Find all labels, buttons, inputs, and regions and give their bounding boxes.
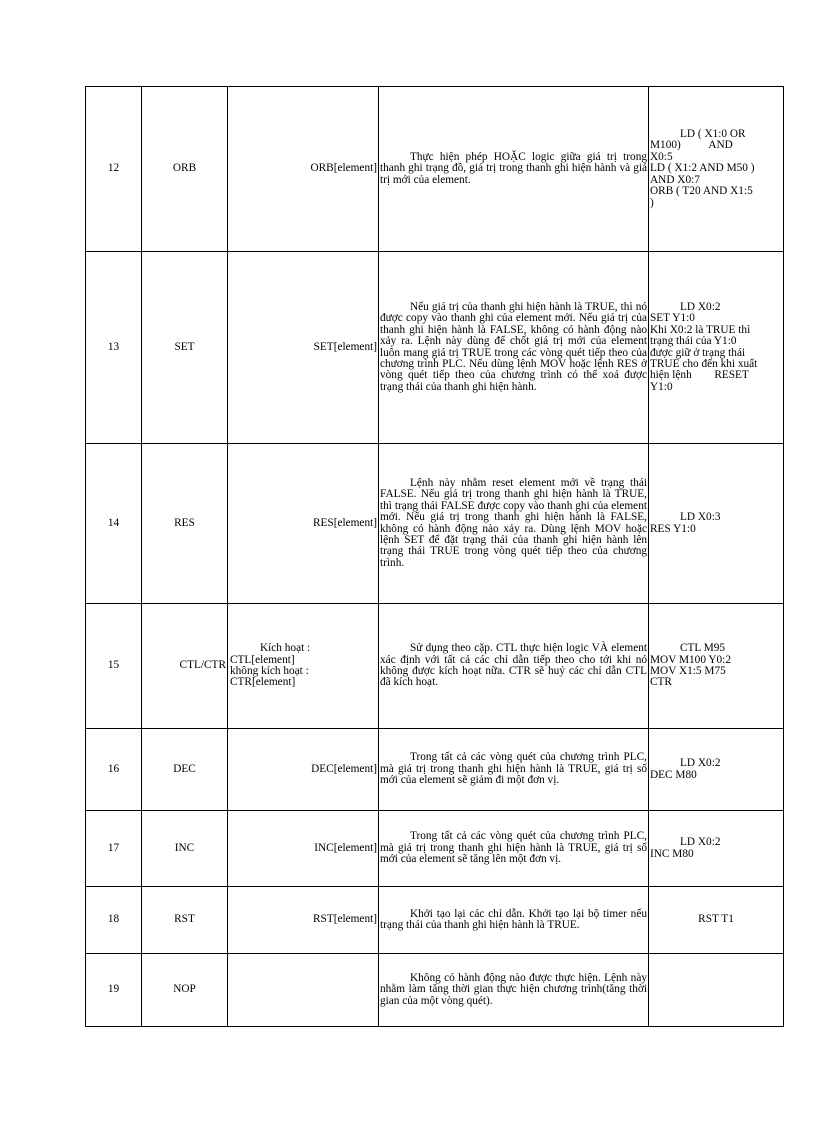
instruction-syntax: ORB[element]: [228, 87, 379, 252]
instruction-example: [649, 729, 784, 811]
syntax-line: Kích hoạt :: [260, 642, 311, 655]
description-text: Khởi tạo lại các chỉ dẫn. Khởi tạo lại bộ timer nếu trạng thái của thanh ghi hiện hành là TRUE.: [380, 907, 647, 931]
example-line: MOV M100 Y0:2: [650, 653, 731, 666]
example-line: LD ( X1:2 AND M50 ): [650, 162, 755, 175]
example-line: CTL M95: [680, 642, 726, 655]
row-number: 14: [86, 444, 142, 604]
syntax-line: CTL[element]: [230, 653, 295, 666]
example-line: TRUE cho đến khi xuất: [650, 357, 758, 370]
table-row: [86, 252, 784, 444]
example-line: được giữ ở trạng thái: [650, 346, 746, 359]
table-row: [86, 887, 784, 954]
instruction-syntax: RST[element]: [228, 887, 379, 954]
instruction-name: SET: [142, 252, 228, 444]
table-row: [86, 729, 784, 811]
instruction-description: [379, 729, 649, 811]
instruction-name: ORB: [142, 87, 228, 252]
example-line: X0:5: [650, 150, 673, 163]
example-line: hiện lệnh RESET: [650, 369, 749, 382]
example-line: LD X0:3: [680, 511, 721, 524]
description-text: Không có hành động nào được thực hiện. Lệnh này nhằm làm tăng thời gian thực hiện chương trình(tăng thời gian của một vòng quét).: [380, 971, 647, 1007]
instruction-syntax: SET[element]: [228, 252, 379, 444]
instruction-description: [379, 887, 649, 954]
instruction-name: CTL/CTR: [142, 604, 228, 729]
example-line: CTR: [650, 676, 672, 689]
example-line: LD X0:2: [680, 836, 721, 849]
description-text: Trong tất cả các vòng quét của chương trình PLC, mà giá trị trong thanh ghi hiện hành là TRUE, giá trị số mới của element sẽ giảm đi một đơn vị.: [380, 751, 647, 787]
description-text: Nếu giá trị của thanh ghi hiện hành là TRUE, thì nó được copy vào thanh ghi của element mới. Nếu giá trị của thanh ghi hiện hành là FALSE, không có hành động nào xảy ra. Lệnh này dùng để chốt giá trị mới của element luôn mang giá trị TRUE trong các vòng quét tiếp theo của chương trình PLC. Nếu dùng lệnh MOV hoặc lệnh RES ở vòng quét tiếp theo của chương trình có thể xoá được trạng thái của thanh ghi hiện hành.: [380, 300, 647, 393]
instruction-description: [379, 444, 649, 604]
instruction-name: RST: [142, 887, 228, 954]
instruction-description: [379, 954, 649, 1027]
syntax-line: CTR[element]: [230, 676, 296, 689]
instruction-description: [379, 252, 649, 444]
row-number: 18: [86, 887, 142, 954]
example-line: MOV X1:5 M75: [650, 665, 726, 677]
row-number: 15: [86, 604, 142, 729]
table-row: [86, 954, 784, 1027]
row-number: 17: [86, 811, 142, 887]
example-line: LD ( X1:0 OR: [680, 128, 746, 141]
instruction-name: INC: [142, 811, 228, 887]
example-line: Khi X0:2 là TRUE thì: [650, 323, 751, 336]
example-line: trạng thái của Y1:0: [650, 335, 737, 348]
table-row: [86, 444, 784, 604]
description-text: Sử dụng theo cặp. CTL thực hiện logic VÀ element xác định với tất cả các chỉ dẫn tiếp theo cho tới khi nó không được kích hoạt nữa. CTR sẽ huỷ các chỉ dẫn CTL đã kích hoạt.: [380, 642, 647, 689]
instruction-description: [379, 87, 649, 252]
example-line: ORB ( T20 AND X1:5: [650, 185, 753, 198]
example-line: RES Y1:0: [650, 522, 696, 535]
row-number: 16: [86, 729, 142, 811]
instruction-description: [379, 811, 649, 887]
instruction-name: NOP: [142, 954, 228, 1027]
example-line: SET Y1:0: [650, 312, 695, 325]
plc-instruction-table: [85, 86, 784, 1027]
table-row: [86, 87, 784, 252]
instruction-description: [379, 604, 649, 729]
example-line: AND X0:7: [650, 173, 700, 186]
example-line: DEC M80: [650, 768, 697, 781]
example-line: Y1:0: [650, 380, 673, 393]
instruction-syntax: [228, 604, 379, 729]
instruction-syntax: DEC[element]: [228, 729, 379, 811]
row-number: 12: [86, 87, 142, 252]
example-line: INC M80: [650, 847, 694, 860]
instruction-example: [649, 252, 784, 444]
description-text: Lệnh này nhằm reset element mới về trạng thái FALSE. Nếu giá trị trong thanh ghi hiện hành là TRUE, thì trạng thái FALSE được copy vào thanh ghi của element mới. Nếu giá trị trong thanh ghi hiện hành là FALSE, không có hành động nào xảy ra. Dùng lệnh MOV hoặc lệnh SET để đặt trạng thái của thanh ghi hiện hành lên trạng thái TRUE trong vòng quét tiếp theo của chương trình.: [380, 476, 647, 569]
instruction-example: [649, 604, 784, 729]
instruction-syntax: [228, 954, 379, 1027]
example-line: LD X0:2: [680, 757, 721, 770]
row-number: 13: [86, 252, 142, 444]
instruction-example: [649, 811, 784, 887]
instruction-example: RST T1: [649, 887, 784, 954]
description-text: Thực hiện phép HOẶC logic giữa giá trị trong thanh ghi trạng đồ, giá trị trong thanh ghi hiện hành và giá trị mới của element.: [380, 150, 647, 186]
instruction-syntax: RES[element]: [228, 444, 379, 604]
example-line: LD X0:2: [680, 300, 721, 313]
table-row: [86, 811, 784, 887]
instruction-name: RES: [142, 444, 228, 604]
syntax-line: không kích hoạt :: [230, 665, 309, 677]
table-row: [86, 604, 784, 729]
instruction-example: [649, 954, 784, 1027]
instruction-example: [649, 87, 784, 252]
example-line: M100) AND: [650, 139, 733, 152]
example-line: ): [650, 196, 654, 209]
row-number: 19: [86, 954, 142, 1027]
description-text: Trong tất cả các vòng quét của chương trình PLC, mà giá trị trong thanh ghi hiện hành là TRUE, giá trị số mới của element sẽ tăng lên một đơn vị.: [380, 830, 647, 866]
instruction-syntax: INC[element]: [228, 811, 379, 887]
instruction-example: [649, 444, 784, 604]
instruction-name: DEC: [142, 729, 228, 811]
